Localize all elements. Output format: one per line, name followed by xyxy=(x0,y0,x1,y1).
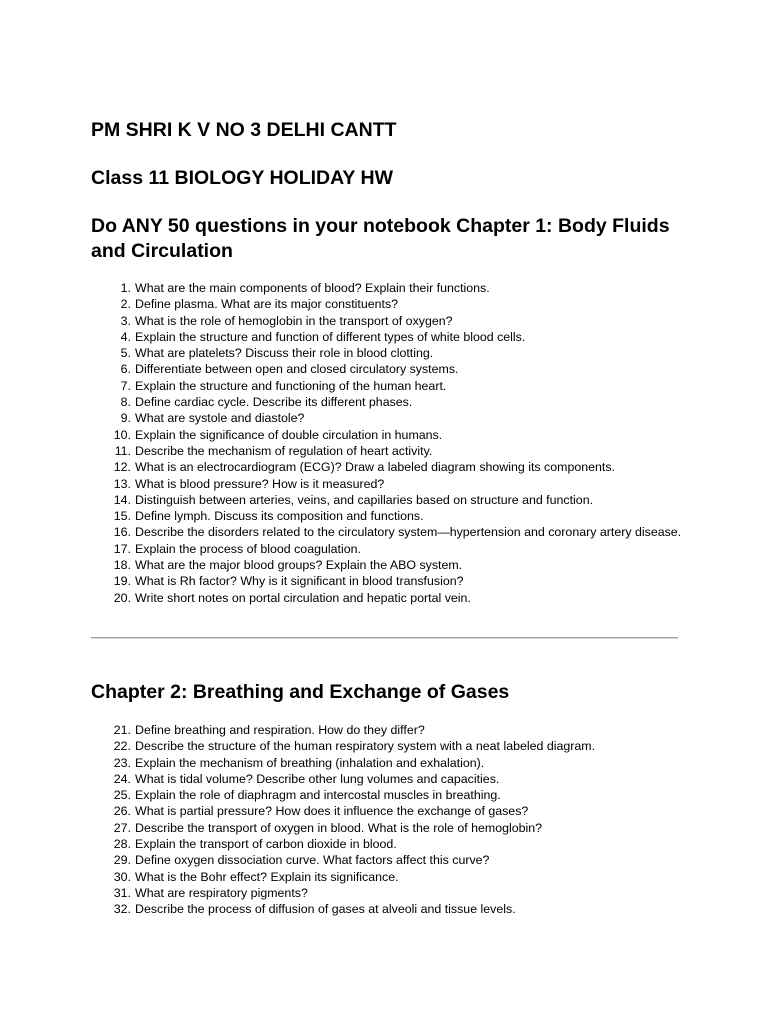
question-text: Explain the structure and function of different types of white blood cells. xyxy=(135,329,526,344)
chapter2-question-list xyxy=(91,722,691,918)
school-name-heading: PM SHRI K V NO 3 DELHI CANTT xyxy=(91,119,397,141)
list-item xyxy=(91,378,691,394)
question-text: Write short notes on portal circulation and hepatic portal vein. xyxy=(135,590,471,605)
question-text: Explain the transport of carbon dioxide in blood. xyxy=(135,837,397,852)
question-number: 11. xyxy=(114,443,131,458)
chapter1-question-list xyxy=(91,280,691,606)
list-item xyxy=(91,394,691,410)
question-text: Describe the structure of the human respiratory system with a neat labeled diagram. xyxy=(135,739,596,754)
question-number: 3. xyxy=(120,313,131,328)
list-item xyxy=(91,524,691,540)
question-text: Define lymph. Discuss its composition and functions. xyxy=(135,509,424,524)
list-item xyxy=(91,541,691,557)
list-item xyxy=(91,427,691,443)
list-item xyxy=(91,508,691,524)
question-text: What is an electrocardiogram (ECG)? Draw a labeled diagram showing its components. xyxy=(135,460,616,475)
list-item xyxy=(91,476,691,492)
chapter2-heading: Chapter 2: Breathing and Exchange of Gases xyxy=(91,681,510,703)
question-text: What is partial pressure? How does it influence the exchange of gases? xyxy=(135,804,529,819)
question-text: What are platelets? Discuss their role in blood clotting. xyxy=(135,346,434,361)
question-number: 12. xyxy=(113,460,131,475)
question-number: 2. xyxy=(120,297,131,312)
question-number: 30. xyxy=(113,869,131,884)
instruction-heading: Do ANY 50 questions in your notebook Chapter 1: Body Fluids and Circulation xyxy=(91,215,670,262)
question-text: Define plasma. What are its major constituents? xyxy=(135,297,399,312)
question-text: Explain the role of diaphragm and intercostal muscles in breathing. xyxy=(135,788,501,803)
question-text: Define cardiac cycle. Describe its different phases. xyxy=(135,395,413,410)
list-item xyxy=(91,345,691,361)
list-item xyxy=(91,329,691,345)
question-number: 21. xyxy=(113,723,131,737)
list-item xyxy=(91,885,691,901)
list-item xyxy=(91,820,691,836)
list-item xyxy=(91,459,691,475)
list-item xyxy=(91,280,691,296)
list-item xyxy=(91,836,691,852)
question-text: Describe the mechanism of regulation of heart activity. xyxy=(135,443,433,458)
list-item xyxy=(91,803,691,819)
question-number: 16. xyxy=(113,525,131,540)
question-text: What is the role of hemoglobin in the transport of oxygen? xyxy=(135,313,453,328)
list-item xyxy=(91,771,691,787)
list-item xyxy=(91,869,691,885)
question-number: 24. xyxy=(113,771,131,786)
class-title-heading: Class 11 BIOLOGY HOLIDAY HW xyxy=(91,167,393,189)
question-number: 18. xyxy=(113,558,131,573)
question-number: 31. xyxy=(113,885,131,900)
list-item xyxy=(91,755,691,771)
list-item xyxy=(91,313,691,329)
question-text: What are the main components of blood? Explain their functions. xyxy=(135,281,490,295)
horizontal-divider xyxy=(91,637,678,639)
list-item xyxy=(91,410,691,426)
question-number: 1. xyxy=(120,281,131,295)
question-text: What is Rh factor? Why is it significant in blood transfusion? xyxy=(135,574,464,589)
list-item xyxy=(91,296,691,312)
question-number: 26. xyxy=(113,804,131,819)
question-text: Explain the structure and functioning of the human heart. xyxy=(135,378,447,393)
question-number: 14. xyxy=(113,492,131,507)
question-text: Explain the significance of double circulation in humans. xyxy=(135,427,443,442)
list-item xyxy=(91,901,691,917)
question-number: 23. xyxy=(113,755,131,770)
question-number: 9. xyxy=(120,411,131,426)
list-item xyxy=(91,738,691,754)
question-text: Describe the disorders related to the circulatory system—hypertension and coronary artery disease. xyxy=(135,525,682,540)
question-number: 15. xyxy=(113,509,131,524)
question-number: 28. xyxy=(113,837,131,852)
question-text: Explain the mechanism of breathing (inhalation and exhalation). xyxy=(135,755,485,770)
question-number: 22. xyxy=(113,739,131,754)
question-text: What is tidal volume? Describe other lung volumes and capacities. xyxy=(135,771,500,786)
question-text: What are the major blood groups? Explain the ABO system. xyxy=(135,558,463,573)
list-item xyxy=(91,787,691,803)
question-number: 25. xyxy=(113,788,131,803)
question-number: 20. xyxy=(113,590,131,605)
question-text: Distinguish between arteries, veins, and capillaries based on structure and function. xyxy=(135,492,594,507)
question-number: 5. xyxy=(120,346,131,361)
list-item xyxy=(91,573,691,589)
question-number: 13. xyxy=(113,476,131,491)
question-text: Describe the process of diffusion of gases at alveoli and tissue levels. xyxy=(135,902,516,917)
question-text: What are respiratory pigments? xyxy=(135,885,308,900)
list-item xyxy=(91,722,691,738)
question-text: What are systole and diastole? xyxy=(135,411,305,426)
list-item xyxy=(91,492,691,508)
list-item xyxy=(91,557,691,573)
question-text: Define oxygen dissociation curve. What factors affect this curve? xyxy=(135,853,490,868)
question-text: Describe the transport of oxygen in blood. What is the role of hemoglobin? xyxy=(135,820,543,835)
question-text: What is the Bohr effect? Explain its significance. xyxy=(135,869,399,884)
question-text: What is blood pressure? How is it measured? xyxy=(135,476,385,491)
question-text: Explain the process of blood coagulation. xyxy=(135,541,361,556)
question-number: 4. xyxy=(120,329,131,344)
question-number: 17. xyxy=(113,541,131,556)
question-number: 8. xyxy=(120,395,131,410)
question-number: 32. xyxy=(113,902,131,917)
question-number: 6. xyxy=(120,362,131,377)
list-item xyxy=(91,443,691,459)
question-number: 27. xyxy=(113,820,131,835)
list-item xyxy=(91,852,691,868)
question-number: 7. xyxy=(120,378,131,393)
question-text: Define breathing and respiration. How do they differ? xyxy=(135,723,425,737)
list-item xyxy=(91,590,691,606)
question-number: 29. xyxy=(113,853,131,868)
question-text: Differentiate between open and closed circulatory systems. xyxy=(135,362,459,377)
question-number: 10. xyxy=(113,427,131,442)
question-number: 19. xyxy=(113,574,131,589)
list-item xyxy=(91,361,691,377)
